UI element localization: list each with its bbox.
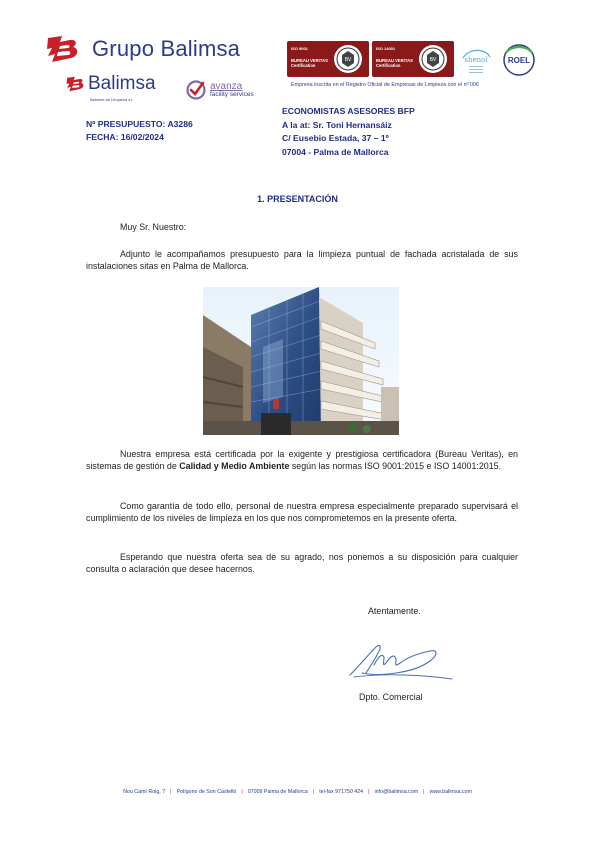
footer-city: 07009 Palma de Mallorca <box>247 789 308 795</box>
svg-text:shenol: shenol <box>464 56 488 64</box>
cert-iso-label: ISO 9001 <box>291 46 308 51</box>
salutation: Atentamente. <box>368 606 421 616</box>
cert-body-label: BUREAU VERITAS Certification <box>376 58 413 68</box>
paragraph-intro: Adjunto le acompañamos presupuesto para la limpieza puntual de fachada acristalada de sus instalaciones sitas en Palma de Mallorca. <box>86 249 518 271</box>
balimsa-small-mark-icon <box>66 75 86 93</box>
balimsa-b-mark-icon <box>46 34 82 64</box>
recipient-attention: A la at: Sr. Toni Hernansáiz <box>282 119 392 130</box>
building-photo <box>203 287 399 435</box>
footer-contact: Nou Camí Roig, 7 | Polígono de Son Castelló | 07009 Palma de Mallorca | tel-fax 971750 424 | info@balimsa.com | www.balimsa.com <box>123 789 472 795</box>
roel-logo-icon <box>499 43 539 77</box>
certification-highlight: Calidad y Medio Ambiente <box>179 460 290 471</box>
balimsa-logo-subtitle: Balones de Limpieza s.l. <box>90 97 134 102</box>
avanza-logo <box>186 80 254 100</box>
greeting: Muy Sr. Nuestro: <box>120 222 187 232</box>
budget-reference <box>86 118 193 144</box>
iso-14001-badge <box>372 41 454 77</box>
footer-industrial-estate: Polígono de Son Castelló <box>176 789 237 795</box>
bureau-veritas-seal-icon <box>418 44 448 74</box>
avanza-check-icon <box>186 80 206 100</box>
recipient-address <box>282 105 415 159</box>
cert-body-label: BUREAU VERITAS Certification <box>291 58 328 68</box>
recipient-company: ECONOMISTAS ASESORES BFP <box>282 106 415 116</box>
svg-text:BV: BV <box>344 57 352 63</box>
recipient-street: C/ Eusebio Estada, 37 – 1º <box>282 133 389 143</box>
paragraph-certification: Nuestra empresa está certificada por la exigente y prestigiosa certificadora (Bureau Veritas), en sistemas de gestión de Calidad y Medio Ambiente según las normas ISO 9001:2015 e ISO 14001:2015. <box>86 449 518 471</box>
balimsa-logo <box>66 73 156 102</box>
paragraph-guarantee: Como garantía de todo ello, personal de nuestra empresa especialmente preparado supervisará el cumplimiento de los niveles de limpieza en los que nos comprometemos en la presente oferta. <box>86 501 518 523</box>
footer-phone: tel-fax 971750 424 <box>319 789 364 795</box>
grupo-balimsa-text: Grupo Balimsa <box>92 36 241 61</box>
svg-text:BV: BV <box>429 57 437 63</box>
balimsa-logo-text: Balimsa <box>88 73 156 94</box>
bureau-veritas-seal-icon <box>333 44 363 74</box>
avanza-logo-text: avanza <box>210 80 243 92</box>
handwritten-signature <box>344 637 454 681</box>
paragraph-closing: Esperando que nuestra oferta sea de su agrado, nos ponemos a su disposición para cualquier consulta o aclaración que desee hacernos. <box>86 552 518 574</box>
cert-iso-label: ISO 14001 <box>376 46 396 51</box>
registry-note: Empresa inscrita en el Registro Oficial de Empresas de Limpieza con el nº 006 <box>291 82 480 88</box>
recipient-city: 07004 - Palma de Mallorca <box>282 146 389 157</box>
grupo-balimsa-logo <box>46 34 240 64</box>
svg-text:ROEL: ROEL <box>507 56 531 65</box>
budget-number: Nº PRESUPUESTO: A3286 <box>86 119 193 129</box>
department: Dpto. Comercial <box>359 692 423 702</box>
footer-website: www.balimsa.com <box>429 789 472 795</box>
budget-date: FECHA: 16/02/2024 <box>86 132 164 142</box>
section-title: 1. PRESENTACIÓN <box>257 194 338 204</box>
iso-9001-badge <box>287 41 369 77</box>
footer-email: info@balimsa.com <box>374 789 419 795</box>
shenol-logo-icon <box>459 44 493 78</box>
footer-street: Nou Camí Roig, 7 <box>123 789 166 795</box>
avanza-logo-subtitle: facility services <box>210 90 254 98</box>
